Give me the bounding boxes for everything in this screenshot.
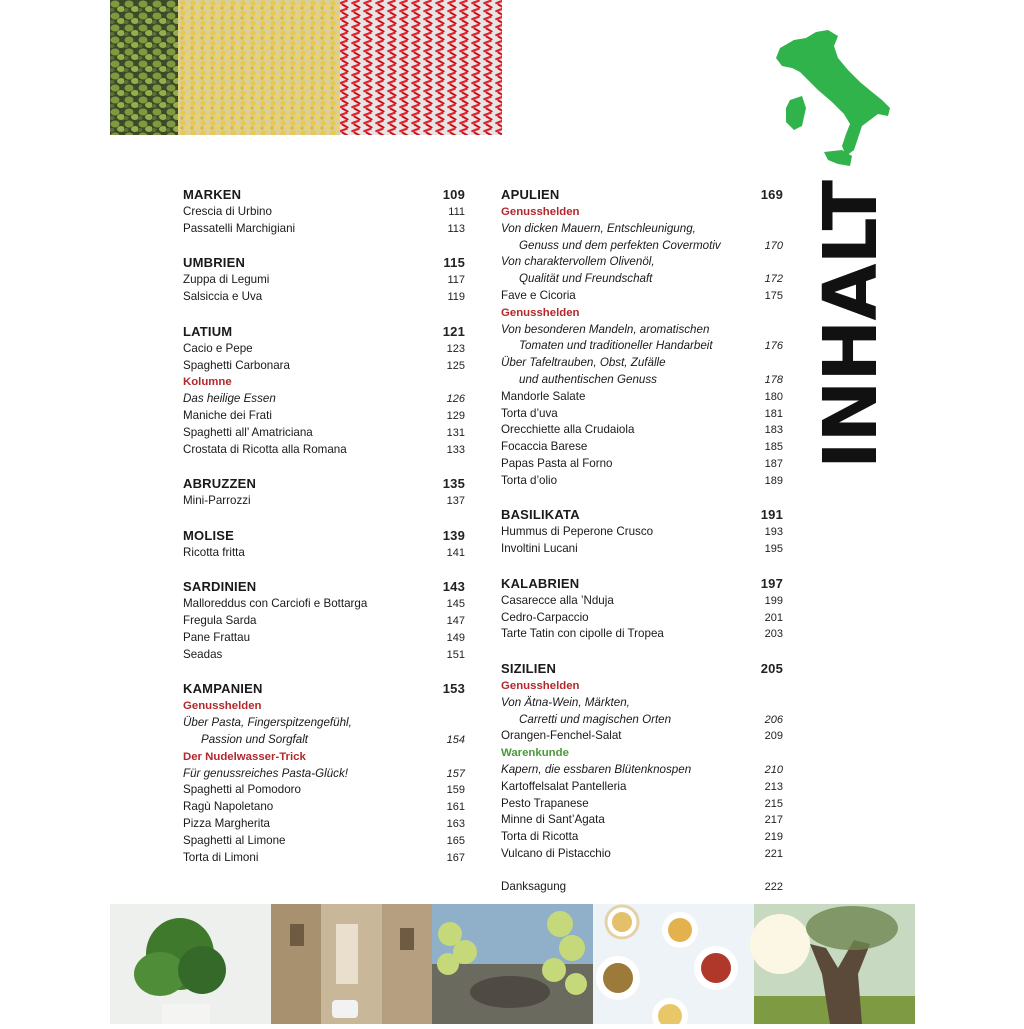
toc-entry-title: Über Tafeltrauben, Obst, Zufälle bbox=[501, 356, 666, 370]
toc-entry-title: Passion und Sorgfalt bbox=[201, 732, 308, 746]
toc-page-number: 109 bbox=[442, 187, 465, 202]
toc-entry-title: Focaccia Barese bbox=[501, 440, 588, 454]
toc-article-entry[interactable] bbox=[501, 762, 783, 779]
toc-entry-title: Torta d’olio bbox=[501, 473, 558, 487]
toc-entry-title: MARKEN bbox=[183, 187, 242, 202]
toc-section bbox=[501, 575, 783, 643]
toc-entry-title: Kolumne bbox=[183, 376, 232, 389]
toc-page-number: 187 bbox=[764, 457, 783, 470]
bottom-photo-strip bbox=[110, 904, 915, 1024]
toc-entry[interactable] bbox=[501, 728, 783, 745]
toc-left-column bbox=[183, 186, 465, 883]
toc-page-number: 197 bbox=[760, 575, 783, 591]
toc-section bbox=[183, 578, 465, 663]
toc-entry-title: Von charaktervollem Olivenöl, bbox=[501, 255, 655, 269]
toc-entry-title: Vulcano di Pistacchio bbox=[501, 846, 611, 860]
yellow-pasta-photo bbox=[178, 0, 340, 135]
toc-entry-title: MOLISE bbox=[183, 527, 235, 543]
toc-entry[interactable] bbox=[501, 389, 783, 406]
toc-region-heading[interactable] bbox=[501, 575, 783, 593]
toc-entry-title: Fregula Sarda bbox=[183, 614, 257, 628]
toc-entry-title: Der Nudelwasser-Trick bbox=[183, 750, 306, 763]
toc-entry[interactable] bbox=[183, 272, 465, 289]
toc-entry-title: Torta di Ricotta bbox=[501, 830, 579, 844]
toc-page-number: 176 bbox=[764, 340, 783, 353]
toc-feature-label[interactable] bbox=[501, 204, 783, 221]
toc-entry-title: KALABRIEN bbox=[501, 575, 580, 591]
toc-entry-title: Von besonderen Mandeln, aromatischen bbox=[501, 322, 710, 336]
toc-page-number: 143 bbox=[442, 579, 465, 595]
toc-entry-title: Ricotta fritta bbox=[183, 545, 245, 559]
toc-entry-title: Fave e Cicoria bbox=[501, 288, 576, 302]
toc-entry-title: Malloreddus con Carciofi e Bottarga bbox=[183, 597, 368, 611]
toc-section bbox=[501, 879, 783, 896]
toc-page-number: 149 bbox=[446, 631, 465, 644]
toc-entry-title: Tarte Tatin con cipolle di Tropea bbox=[501, 627, 664, 641]
toc-page-number: 201 bbox=[764, 611, 783, 624]
toc-entry-title: Spaghetti all’ Amatriciana bbox=[183, 425, 313, 439]
toc-section bbox=[501, 660, 783, 863]
toc-page-number: 199 bbox=[764, 594, 783, 607]
toc-entry[interactable] bbox=[183, 408, 465, 425]
toc-entry-title: Das heilige Essen bbox=[183, 392, 276, 406]
toc-page-number: 178 bbox=[764, 373, 783, 386]
toc-entry[interactable] bbox=[183, 850, 465, 867]
toc-section bbox=[183, 475, 465, 510]
toc-entry-title: Kartoffelsalat Pantelleria bbox=[501, 779, 627, 793]
toc-page-number: 111 bbox=[448, 206, 465, 218]
toc-feature-label[interactable] bbox=[501, 305, 783, 322]
toc-page-number: 115 bbox=[443, 255, 465, 271]
toc-page-number: 157 bbox=[446, 767, 465, 780]
toc-right-column bbox=[501, 186, 783, 913]
toc-entry-title: Von Ätna-Wein, Märkten, bbox=[501, 695, 630, 709]
top-photo-strip bbox=[110, 0, 502, 135]
toc-entry[interactable] bbox=[501, 422, 783, 439]
toc-page-number: 203 bbox=[764, 628, 783, 641]
toc-entry[interactable] bbox=[183, 799, 465, 816]
toc-feature-label[interactable] bbox=[501, 678, 783, 695]
toc-entry-title: Genusshelden bbox=[501, 679, 580, 692]
toc-entry-title: Über Pasta, Fingerspitzengefühl, bbox=[183, 716, 352, 730]
toc-entry[interactable] bbox=[183, 630, 465, 647]
toc-entry[interactable] bbox=[183, 221, 465, 238]
toc-entry[interactable] bbox=[501, 288, 783, 305]
toc-page-number: 163 bbox=[446, 817, 465, 830]
toc-entry-title: Crostata di Ricotta alla Romana bbox=[183, 442, 347, 456]
toc-section bbox=[183, 186, 465, 238]
toc-entry[interactable] bbox=[501, 439, 783, 456]
toc-page-number: 154 bbox=[446, 733, 465, 746]
toc-entry-title: Torta d’uva bbox=[501, 406, 558, 420]
toc-entry[interactable] bbox=[501, 406, 783, 423]
toc-page-number: 139 bbox=[442, 527, 465, 543]
toc-entry[interactable] bbox=[501, 626, 783, 643]
toc-entry[interactable] bbox=[501, 541, 783, 558]
toc-page-number: 153 bbox=[442, 681, 465, 697]
toc-article-entry[interactable] bbox=[501, 372, 783, 389]
toc-page-number: 191 bbox=[760, 507, 783, 523]
toc-entry[interactable] bbox=[183, 425, 465, 442]
toc-page-number: 222 bbox=[764, 881, 783, 894]
page-title: INHALT bbox=[808, 180, 894, 470]
toc-entry[interactable] bbox=[183, 833, 465, 850]
toc-article-entry[interactable] bbox=[501, 355, 783, 372]
toc-page-number: 219 bbox=[764, 831, 783, 844]
toc-entry[interactable] bbox=[501, 593, 783, 610]
toc-page-number: 189 bbox=[764, 474, 783, 487]
toc-entry-title: Pesto Trapanese bbox=[501, 796, 589, 810]
bottom-photos bbox=[110, 904, 915, 1024]
toc-entry[interactable] bbox=[501, 829, 783, 846]
toc-page-number: 169 bbox=[760, 187, 783, 202]
red-pasta-photo bbox=[340, 0, 502, 135]
toc-page-number: 181 bbox=[764, 407, 783, 420]
toc-feature-label[interactable] bbox=[183, 698, 465, 715]
toc-entry-title: Seadas bbox=[183, 647, 223, 661]
toc-page-number: 175 bbox=[764, 289, 783, 302]
toc-entry-title: Genusshelden bbox=[501, 206, 580, 218]
toc-page-number: 210 bbox=[764, 763, 783, 776]
toc-page-number: 221 bbox=[764, 847, 783, 860]
toc-entry-title: Kapern, die essbaren Blütenknospen bbox=[501, 762, 692, 776]
toc-feature-label[interactable] bbox=[183, 749, 465, 766]
toc-page-number: 126 bbox=[446, 393, 465, 406]
toc-page-number: 133 bbox=[446, 443, 465, 456]
toc-article-entry[interactable] bbox=[501, 238, 783, 255]
toc-section bbox=[183, 323, 465, 459]
toc-page-number: 205 bbox=[760, 660, 783, 676]
toc-page-number: 113 bbox=[447, 222, 465, 235]
toc-entry[interactable] bbox=[183, 341, 465, 358]
toc-page-number: 137 bbox=[446, 495, 465, 508]
toc-feature-label[interactable] bbox=[501, 745, 783, 762]
toc-region-heading[interactable] bbox=[501, 506, 783, 524]
toc-entry-title: Tomaten und traditioneller Handarbeit bbox=[519, 339, 713, 353]
toc-entry-title: Genuss und dem perfekten Covermotiv bbox=[519, 238, 721, 252]
toc-entry-title: Genusshelden bbox=[183, 700, 262, 713]
toc-entry[interactable] bbox=[183, 204, 465, 221]
toc-entry-title: Involtini Lucani bbox=[501, 542, 578, 556]
top-photos bbox=[110, 0, 502, 135]
toc-page-number: 170 bbox=[764, 239, 783, 252]
toc-entry-title: Cedro-Carpaccio bbox=[501, 610, 589, 624]
toc-page-number: 215 bbox=[764, 797, 783, 810]
toc-entry-title: Danksagung bbox=[501, 880, 567, 894]
toc-page-number: 135 bbox=[442, 476, 465, 492]
toc-article-entry[interactable] bbox=[501, 695, 783, 712]
toc-entry-title: Salsiccia e Uva bbox=[183, 290, 263, 304]
toc-entry-title: Mini-Parrozzi bbox=[183, 494, 251, 508]
toc-entry[interactable] bbox=[183, 493, 465, 510]
toc-section bbox=[501, 506, 783, 558]
toc-entry-title: Hummus di Peperone Crusco bbox=[501, 525, 654, 539]
toc-entry-title: KAMPANIEN bbox=[183, 681, 263, 697]
toc-entry-title: Von dicken Mauern, Entschleunigung, bbox=[501, 221, 696, 235]
toc-entry-title: Pane Frattau bbox=[183, 630, 251, 644]
toc-entry[interactable] bbox=[183, 358, 465, 375]
toc-article-entry[interactable] bbox=[501, 221, 783, 238]
toc-article-entry[interactable] bbox=[501, 254, 783, 271]
toc-entry[interactable] bbox=[501, 524, 783, 541]
toc-article-entry[interactable] bbox=[501, 338, 783, 355]
toc-entry-title: LATIUM bbox=[183, 323, 233, 339]
toc-entry-title: Crescia di Urbino bbox=[183, 205, 272, 218]
toc-entry[interactable] bbox=[501, 879, 783, 896]
toc-region-heading[interactable] bbox=[183, 323, 465, 341]
toc-page-number: 195 bbox=[764, 543, 783, 556]
toc-page-number: 125 bbox=[446, 359, 465, 372]
toc-entry-title: UMBRIEN bbox=[183, 255, 246, 271]
toc-entry[interactable] bbox=[501, 812, 783, 829]
toc-region-heading[interactable] bbox=[183, 186, 465, 204]
toc-page-number: 206 bbox=[764, 713, 783, 726]
toc-entry-title: Maniche dei Frati bbox=[183, 408, 272, 422]
toc-region-heading[interactable] bbox=[183, 475, 465, 493]
italy-map-icon bbox=[772, 28, 894, 168]
toc-entry-title: Torta di Limoni bbox=[183, 850, 259, 864]
toc-feature-label[interactable] bbox=[183, 374, 465, 391]
toc-entry-title: Spaghetti al Limone bbox=[183, 833, 286, 847]
toc-entry-title: Papas Pasta al Forno bbox=[501, 456, 613, 470]
toc-page-number: 167 bbox=[446, 851, 465, 864]
toc-entry[interactable] bbox=[183, 613, 465, 630]
toc-entry[interactable] bbox=[501, 456, 783, 473]
toc-entry[interactable] bbox=[501, 779, 783, 796]
toc-entry[interactable] bbox=[501, 796, 783, 813]
toc-page-number: 161 bbox=[446, 801, 465, 814]
toc-page-number: 151 bbox=[446, 648, 465, 661]
toc-page-number: 147 bbox=[446, 615, 465, 628]
toc-section bbox=[501, 186, 783, 490]
toc-entry-title: Carretti und magischen Orten bbox=[519, 712, 672, 726]
olives-photo bbox=[110, 0, 178, 135]
toc-entry-title: Ragù Napoletano bbox=[183, 800, 274, 814]
toc-page-number: 165 bbox=[446, 834, 465, 847]
toc-entry-title: Warenkunde bbox=[501, 747, 569, 760]
toc-region-heading[interactable] bbox=[183, 680, 465, 698]
toc-region-heading[interactable] bbox=[183, 254, 465, 272]
toc-entry-title: Spaghetti al Pomodoro bbox=[183, 783, 301, 797]
toc-entry-title: APULIEN bbox=[501, 187, 560, 202]
toc-region-heading[interactable] bbox=[501, 660, 783, 678]
toc-entry-title: Minne di Sant’Agata bbox=[501, 813, 605, 827]
toc-article-entry[interactable] bbox=[183, 715, 465, 732]
toc-article-entry[interactable] bbox=[501, 271, 783, 288]
toc-entry[interactable] bbox=[501, 473, 783, 490]
toc-entry-title: und authentischen Genuss bbox=[519, 372, 657, 386]
toc-entry[interactable] bbox=[501, 610, 783, 627]
toc-entry-title: ABRUZZEN bbox=[183, 476, 257, 492]
toc-entry-title: SIZILIEN bbox=[501, 660, 557, 676]
toc-section bbox=[183, 254, 465, 306]
toc-page-number: 193 bbox=[764, 526, 783, 539]
toc-entry[interactable] bbox=[183, 647, 465, 664]
toc-entry-title: BASILIKATA bbox=[501, 507, 580, 523]
toc-entry[interactable] bbox=[183, 289, 465, 306]
toc-region-heading[interactable] bbox=[183, 578, 465, 596]
toc-page-number: 123 bbox=[446, 342, 465, 355]
toc-entry-title: Genusshelden bbox=[501, 306, 580, 319]
toc-entry-title: Zuppa di Legumi bbox=[183, 273, 270, 287]
toc-entry[interactable] bbox=[183, 545, 465, 562]
toc-entry-title: Mandorle Salate bbox=[501, 389, 586, 403]
toc-page-number: 172 bbox=[764, 273, 783, 286]
toc-page-number: 180 bbox=[764, 390, 783, 403]
toc-entry-title: Pizza Margherita bbox=[183, 816, 270, 830]
toc-entry-title: Orangen-Fenchel-Salat bbox=[501, 729, 622, 743]
toc-region-heading[interactable] bbox=[183, 527, 465, 545]
toc-page-number: 217 bbox=[764, 814, 783, 827]
toc-entry-title: Cacio e Pepe bbox=[183, 341, 253, 355]
toc-page-number: 131 bbox=[446, 426, 465, 439]
toc-entry-title: Für genussreiches Pasta-Glück! bbox=[183, 766, 348, 780]
toc-section bbox=[183, 680, 465, 866]
toc-entry-title: Orecchiette alla Crudaiola bbox=[501, 423, 635, 437]
toc-section bbox=[183, 527, 465, 562]
toc-page-number: 159 bbox=[446, 784, 465, 797]
toc-entry[interactable] bbox=[183, 442, 465, 459]
toc-page-number: 209 bbox=[764, 730, 783, 743]
toc-page-number: 185 bbox=[764, 441, 783, 454]
toc-page-number: 129 bbox=[446, 409, 465, 422]
toc-entry[interactable] bbox=[183, 596, 465, 613]
toc-entry[interactable] bbox=[501, 846, 783, 863]
toc-article-entry[interactable] bbox=[183, 766, 465, 783]
toc-entry-title: Casarecce alla ’Nduja bbox=[501, 593, 614, 607]
toc-entry-title: Qualität und Freundschaft bbox=[519, 272, 653, 286]
toc-entry[interactable] bbox=[183, 816, 465, 833]
toc-article-entry[interactable] bbox=[501, 322, 783, 339]
toc-page-number: 121 bbox=[442, 323, 465, 339]
toc-page-number: 213 bbox=[764, 780, 783, 793]
toc-page-number: 145 bbox=[446, 598, 465, 611]
toc-page-number: 141 bbox=[446, 546, 465, 559]
toc-region-heading[interactable] bbox=[501, 186, 783, 204]
toc-page-number: 117 bbox=[447, 274, 465, 287]
toc-article-entry[interactable] bbox=[501, 712, 783, 729]
toc-entry-title: Spaghetti Carbonara bbox=[183, 358, 290, 372]
toc-entry-title: SARDINIEN bbox=[183, 579, 257, 595]
toc-page-number: 119 bbox=[447, 291, 465, 304]
toc-page-number: 183 bbox=[764, 424, 783, 437]
toc-article-entry[interactable] bbox=[183, 732, 465, 749]
toc-article-entry[interactable] bbox=[183, 391, 465, 408]
toc-entry[interactable] bbox=[183, 782, 465, 799]
toc-entry-title: Passatelli Marchigiani bbox=[183, 221, 296, 235]
